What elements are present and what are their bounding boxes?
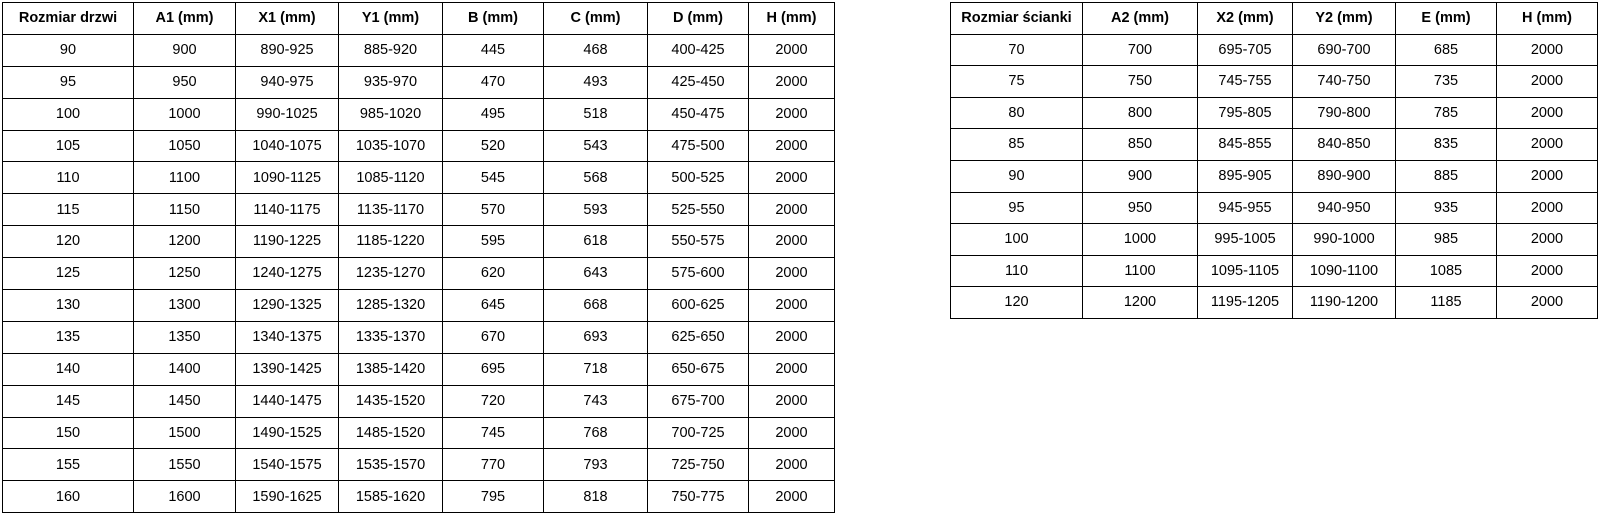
table-cell: 793 [544, 449, 648, 481]
table-cell: 1185 [1396, 287, 1497, 319]
table-cell: 985 [1396, 224, 1497, 256]
table-row [3, 66, 835, 98]
table-cell: 475-500 [648, 130, 749, 162]
table-cell: 1350 [134, 321, 236, 353]
table-cell: 1550 [134, 449, 236, 481]
table-cell: 493 [544, 66, 648, 98]
wall-size-table [950, 2, 1598, 319]
table-cell: 545 [443, 162, 544, 194]
table-cell: 1440-1475 [236, 385, 339, 417]
table-cell: 2000 [749, 226, 835, 258]
table-row [3, 258, 835, 290]
table-cell: 2000 [1497, 97, 1598, 129]
table-cell: 850 [1083, 129, 1198, 161]
table-cell: 840-850 [1293, 129, 1396, 161]
table-cell: 1140-1175 [236, 194, 339, 226]
table-cell: 593 [544, 194, 648, 226]
table-cell: 800 [1083, 97, 1198, 129]
table-cell: 110 [3, 162, 134, 194]
table-cell: 885-920 [339, 34, 443, 66]
table-cell: 1540-1575 [236, 449, 339, 481]
table-cell: 425-450 [648, 66, 749, 98]
header-cell: X2 (mm) [1198, 3, 1293, 35]
table-cell: 95 [951, 192, 1083, 224]
table-row [951, 255, 1598, 287]
table-cell: 1190-1225 [236, 226, 339, 258]
door-size-table [2, 2, 835, 513]
table-row [3, 34, 835, 66]
table-cell: 400-425 [648, 34, 749, 66]
table-cell: 795-805 [1198, 97, 1293, 129]
table-cell: 100 [3, 98, 134, 130]
table-cell: 1190-1200 [1293, 287, 1396, 319]
table-cell: 550-575 [648, 226, 749, 258]
table-cell: 2000 [1497, 34, 1598, 66]
table-cell: 2000 [749, 194, 835, 226]
table-cell: 2000 [749, 98, 835, 130]
table-cell: 985-1020 [339, 98, 443, 130]
header-cell: A2 (mm) [1083, 3, 1198, 35]
table-cell: 90 [3, 34, 134, 66]
table-cell: 700 [1083, 34, 1198, 66]
table-row [951, 160, 1598, 192]
table-cell: 1500 [134, 417, 236, 449]
table-row [951, 34, 1598, 66]
table-row [3, 449, 835, 481]
table-cell: 990-1000 [1293, 224, 1396, 256]
table-cell: 740-750 [1293, 66, 1396, 98]
table-cell: 2000 [1497, 192, 1598, 224]
header-cell: A1 (mm) [134, 3, 236, 35]
table-cell: 950 [134, 66, 236, 98]
table-cell: 518 [544, 98, 648, 130]
table-cell: 2000 [749, 66, 835, 98]
header-cell: E (mm) [1396, 3, 1497, 35]
table-cell: 2000 [749, 481, 835, 513]
header-cell: D (mm) [648, 3, 749, 35]
table-cell: 1300 [134, 290, 236, 322]
table-cell: 1335-1370 [339, 321, 443, 353]
table-cell: 835 [1396, 129, 1497, 161]
table-cell: 990-1025 [236, 98, 339, 130]
table-row [3, 417, 835, 449]
table-row [3, 481, 835, 513]
table-cell: 950 [1083, 192, 1198, 224]
table-row [3, 353, 835, 385]
table-cell: 2000 [1497, 129, 1598, 161]
table-row [951, 224, 1598, 256]
table-row [3, 194, 835, 226]
table-cell: 690-700 [1293, 34, 1396, 66]
table-cell: 650-675 [648, 353, 749, 385]
table-cell: 1185-1220 [339, 226, 443, 258]
table-cell: 675-700 [648, 385, 749, 417]
table-cell: 770 [443, 449, 544, 481]
table-row [951, 287, 1598, 319]
header-cell: Rozmiar ścianki [951, 3, 1083, 35]
table-cell: 2000 [749, 130, 835, 162]
table-cell: 445 [443, 34, 544, 66]
table-cell: 1200 [134, 226, 236, 258]
table-cell: 900 [134, 34, 236, 66]
table-cell: 470 [443, 66, 544, 98]
table-row [3, 130, 835, 162]
table-cell: 940-975 [236, 66, 339, 98]
table-cell: 115 [3, 194, 134, 226]
table-cell: 1485-1520 [339, 417, 443, 449]
table-cell: 80 [951, 97, 1083, 129]
table-row [3, 162, 835, 194]
table-cell: 2000 [1497, 160, 1598, 192]
table-cell: 70 [951, 34, 1083, 66]
table-cell: 600-625 [648, 290, 749, 322]
wall-size-table-header [951, 3, 1598, 35]
table-row [951, 66, 1598, 98]
header-cell: H (mm) [1497, 3, 1598, 35]
header-cell: H (mm) [749, 3, 835, 35]
table-cell: 1285-1320 [339, 290, 443, 322]
header-row [3, 3, 835, 35]
table-cell: 768 [544, 417, 648, 449]
table-cell: 1235-1270 [339, 258, 443, 290]
table-cell: 1400 [134, 353, 236, 385]
table-cell: 1050 [134, 130, 236, 162]
table-cell: 995-1005 [1198, 224, 1293, 256]
table-cell: 140 [3, 353, 134, 385]
table-cell: 935 [1396, 192, 1497, 224]
table-cell: 2000 [749, 34, 835, 66]
table-cell: 818 [544, 481, 648, 513]
table-cell: 645 [443, 290, 544, 322]
table-cell: 700-725 [648, 417, 749, 449]
table-cell: 75 [951, 66, 1083, 98]
table-cell: 1135-1170 [339, 194, 443, 226]
header-cell: Rozmiar drzwi [3, 3, 134, 35]
table-cell: 1490-1525 [236, 417, 339, 449]
table-cell: 468 [544, 34, 648, 66]
wall-size-table-body [951, 34, 1598, 318]
table-cell: 1250 [134, 258, 236, 290]
table-cell: 735 [1396, 66, 1497, 98]
table-cell: 1450 [134, 385, 236, 417]
table-row [3, 290, 835, 322]
table-cell: 1600 [134, 481, 236, 513]
table-cell: 1290-1325 [236, 290, 339, 322]
table-cell: 668 [544, 290, 648, 322]
table-cell: 125 [3, 258, 134, 290]
table-row [951, 192, 1598, 224]
table-cell: 2000 [749, 162, 835, 194]
table-cell: 105 [3, 130, 134, 162]
table-cell: 525-550 [648, 194, 749, 226]
table-row [3, 98, 835, 130]
header-row [951, 3, 1598, 35]
table-cell: 1590-1625 [236, 481, 339, 513]
table-cell: 900 [1083, 160, 1198, 192]
table-cell: 693 [544, 321, 648, 353]
table-cell: 618 [544, 226, 648, 258]
door-size-table-header [3, 3, 835, 35]
table-row [3, 385, 835, 417]
table-cell: 95 [3, 66, 134, 98]
table-cell: 1340-1375 [236, 321, 339, 353]
table-cell: 1200 [1083, 287, 1198, 319]
table-cell: 750-775 [648, 481, 749, 513]
table-cell: 1435-1520 [339, 385, 443, 417]
table-cell: 1000 [1083, 224, 1198, 256]
table-cell: 1385-1420 [339, 353, 443, 385]
table-cell: 1090-1100 [1293, 255, 1396, 287]
table-cell: 120 [951, 287, 1083, 319]
table-cell: 2000 [749, 290, 835, 322]
table-cell: 745-755 [1198, 66, 1293, 98]
table-cell: 935-970 [339, 66, 443, 98]
table-cell: 1085-1120 [339, 162, 443, 194]
header-cell: Y1 (mm) [339, 3, 443, 35]
table-cell: 90 [951, 160, 1083, 192]
table-cell: 135 [3, 321, 134, 353]
table-cell: 845-855 [1198, 129, 1293, 161]
table-cell: 2000 [1497, 287, 1598, 319]
table-cell: 450-475 [648, 98, 749, 130]
table-row [951, 129, 1598, 161]
table-cell: 695-705 [1198, 34, 1293, 66]
table-cell: 890-925 [236, 34, 339, 66]
table-cell: 2000 [749, 449, 835, 481]
table-cell: 940-950 [1293, 192, 1396, 224]
table-cell: 750 [1083, 66, 1198, 98]
door-size-table-body [3, 34, 835, 512]
table-cell: 2000 [749, 353, 835, 385]
header-cell: C (mm) [544, 3, 648, 35]
table-cell: 1085 [1396, 255, 1497, 287]
table-cell: 1585-1620 [339, 481, 443, 513]
table-cell: 720 [443, 385, 544, 417]
table-cell: 2000 [749, 321, 835, 353]
table-cell: 155 [3, 449, 134, 481]
table-cell: 2000 [1497, 66, 1598, 98]
header-cell: B (mm) [443, 3, 544, 35]
table-cell: 725-750 [648, 449, 749, 481]
table-cell: 520 [443, 130, 544, 162]
table-cell: 1000 [134, 98, 236, 130]
table-cell: 1535-1570 [339, 449, 443, 481]
table-cell: 1100 [134, 162, 236, 194]
table-cell: 1100 [1083, 255, 1198, 287]
table-cell: 150 [3, 417, 134, 449]
table-cell: 575-600 [648, 258, 749, 290]
table-cell: 1390-1425 [236, 353, 339, 385]
table-cell: 670 [443, 321, 544, 353]
table-cell: 890-900 [1293, 160, 1396, 192]
table-row [3, 226, 835, 258]
table-cell: 160 [3, 481, 134, 513]
table-cell: 1090-1125 [236, 162, 339, 194]
table-cell: 1150 [134, 194, 236, 226]
table-cell: 110 [951, 255, 1083, 287]
table-cell: 495 [443, 98, 544, 130]
table-cell: 790-800 [1293, 97, 1396, 129]
table-cell: 568 [544, 162, 648, 194]
table-cell: 500-525 [648, 162, 749, 194]
table-cell: 543 [544, 130, 648, 162]
table-row [951, 97, 1598, 129]
table-cell: 1095-1105 [1198, 255, 1293, 287]
header-cell: X1 (mm) [236, 3, 339, 35]
table-cell: 1195-1205 [1198, 287, 1293, 319]
table-cell: 2000 [1497, 255, 1598, 287]
table-cell: 1240-1275 [236, 258, 339, 290]
table-cell: 2000 [749, 385, 835, 417]
table-cell: 85 [951, 129, 1083, 161]
table-cell: 120 [3, 226, 134, 258]
table-cell: 620 [443, 258, 544, 290]
table-cell: 785 [1396, 97, 1497, 129]
table-cell: 695 [443, 353, 544, 385]
table-cell: 885 [1396, 160, 1497, 192]
table-cell: 2000 [749, 417, 835, 449]
header-cell: Y2 (mm) [1293, 3, 1396, 35]
table-cell: 745 [443, 417, 544, 449]
table-cell: 685 [1396, 34, 1497, 66]
table-cell: 743 [544, 385, 648, 417]
table-cell: 595 [443, 226, 544, 258]
table-cell: 570 [443, 194, 544, 226]
table-row [3, 321, 835, 353]
table-cell: 1040-1075 [236, 130, 339, 162]
table-cell: 795 [443, 481, 544, 513]
table-cell: 2000 [1497, 224, 1598, 256]
table-cell: 100 [951, 224, 1083, 256]
table-cell: 643 [544, 258, 648, 290]
table-cell: 718 [544, 353, 648, 385]
table-cell: 130 [3, 290, 134, 322]
table-cell: 2000 [749, 258, 835, 290]
table-cell: 1035-1070 [339, 130, 443, 162]
table-cell: 945-955 [1198, 192, 1293, 224]
table-cell: 895-905 [1198, 160, 1293, 192]
table-cell: 625-650 [648, 321, 749, 353]
table-cell: 145 [3, 385, 134, 417]
